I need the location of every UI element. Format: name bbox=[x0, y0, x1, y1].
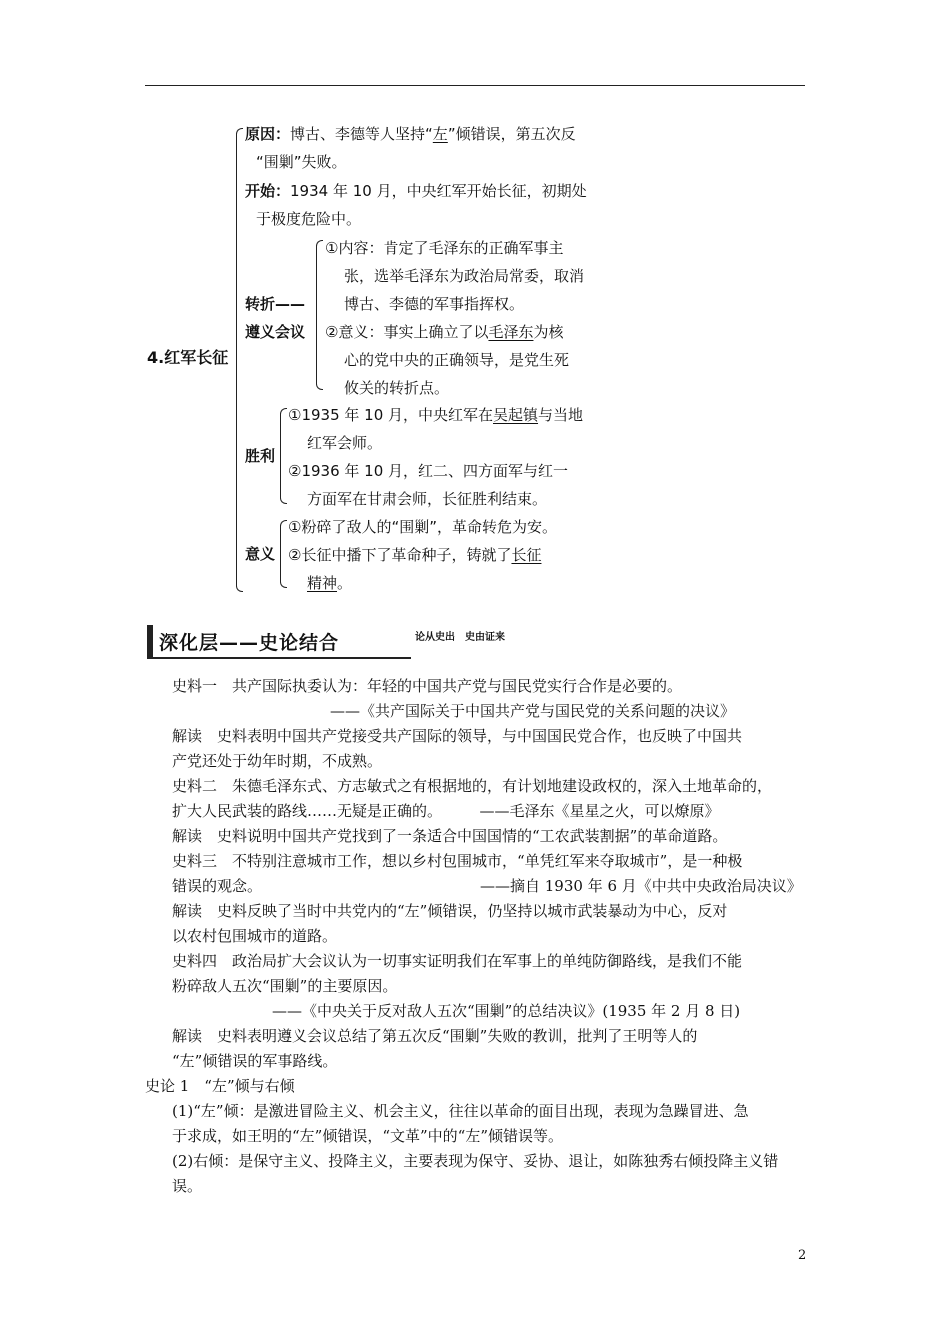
text-line: 粉碎敌人五次“围剿”的主要原因。 bbox=[172, 977, 398, 995]
text-line: 错误的观念。 bbox=[172, 877, 263, 895]
section-title: 深化层——史论结合 bbox=[159, 632, 340, 654]
kaishi-label: 开始： bbox=[245, 182, 291, 200]
mindmap-root-label: 4.红军长征 bbox=[147, 348, 229, 367]
yuanyin-label: 原因： bbox=[245, 125, 291, 143]
yiyi-underlined-2: 精神 bbox=[307, 574, 338, 592]
meaning-underlined: 毛泽东 bbox=[488, 323, 534, 341]
text-line: ——《共产国际关于中国共产党与国民党的关系问题的决议》 bbox=[330, 702, 736, 720]
text-line: 以农村包围城市的道路。 bbox=[172, 927, 338, 945]
shengli-text-a: ①1935 年 10 月，中央红军在 bbox=[288, 406, 494, 424]
section-title-box bbox=[147, 625, 411, 659]
yuanyin-underlined: 左 bbox=[432, 125, 448, 143]
kaishi-text: 1934 年 10 月，中央红军开始长征，初期处 bbox=[290, 182, 587, 200]
zhuanzhe-meaning-line2: 心的党中央的正确领导，是党生死 bbox=[344, 351, 570, 369]
shengli-label: 胜利 bbox=[245, 447, 276, 465]
main-bracket bbox=[236, 128, 243, 592]
zhuanzhe-label2: 遵义会议 bbox=[245, 323, 306, 341]
yuanyin-text-a: 博古、李德等人坚持“ bbox=[290, 125, 433, 143]
zhuanzhe-label1: 转折—— bbox=[245, 295, 306, 313]
text-line: 史料四 政治局扩大会议认为一切事实证明我们在军事上的单纯防御路线，是我们不能 bbox=[172, 952, 743, 970]
text-line: 解读 史料表明中国共产党接受共产国际的领导，与中国国民党合作，也反映了中国共 bbox=[172, 727, 743, 745]
shengli-text-c: 与当地 bbox=[538, 406, 584, 424]
shengli-item2-line2: 方面军在甘肃会师，长征胜利结束。 bbox=[307, 490, 548, 508]
shengli-item1-line1 bbox=[288, 401, 583, 429]
yiyi-item1: ①粉碎了敌人的“围剿”，革命转危为安。 bbox=[288, 518, 557, 536]
shengli-item2-line1: ②1936 年 10 月，红二、四方面军与红一 bbox=[288, 462, 569, 480]
zhuanzhe-content-line2: 张，选举毛泽东为政治局常委，取消 bbox=[344, 267, 585, 285]
yuanyin-text-c: ”倾错误，第五次反 bbox=[447, 125, 576, 143]
zhuanzhe-bracket bbox=[316, 240, 323, 390]
header-rule bbox=[145, 85, 805, 86]
yiyi-text-a: ②长征中播下了革命种子，铸就了 bbox=[288, 546, 512, 564]
text-line: ——《中央关于反对敌人五次“围剿”的总结决议》(1935 年 2 月 8 日) bbox=[272, 1002, 741, 1020]
text-line: 史论 1 “左”倾与右倾 bbox=[145, 1077, 295, 1095]
text-line: ——摘自 1930 年 6 月《中共中央政治局决议》 bbox=[480, 877, 802, 895]
text-line: “左”倾错误的军事路线。 bbox=[172, 1052, 338, 1070]
shengli-item1-line2: 红军会师。 bbox=[307, 434, 383, 452]
kaishi-line2: 于极度危险中。 bbox=[256, 210, 362, 228]
shengli-bracket bbox=[280, 408, 287, 504]
yiyi-item2-line1 bbox=[288, 541, 541, 569]
text-line: 解读 史料说明中国共产党找到了一条适合中国国情的“工农武装割据”的革命道路。 bbox=[172, 827, 728, 845]
meaning-text-c: 为核 bbox=[533, 323, 564, 341]
section-subtitle: 论从史出 史由证来 bbox=[415, 632, 505, 643]
text-line: 扩大人民武装的路线……无疑是正确的。 ——毛泽东《星星之火，可以燎原》 bbox=[172, 802, 720, 820]
text-line: 史料二 朱德毛泽东式、方志敏式之有根据地的，有计划地建设政权的，深入土地革命的， bbox=[172, 777, 773, 795]
zhuanzhe-content-line3: 博古、李德的军事指挥权。 bbox=[344, 295, 525, 313]
yuanyin-line2: “围剿”失败。 bbox=[256, 153, 347, 171]
kaishi-line1 bbox=[245, 177, 587, 205]
zhuanzhe-content-line1: ①内容：肯定了毛泽东的正确军事主 bbox=[325, 239, 564, 257]
text-line: (2)右倾：是保守主义、投降主义，主要表现为保守、妥协、退让，如陈独秀右倾投降主义错 bbox=[172, 1152, 779, 1170]
text-line: 于求成，如王明的“左”倾错误，“文革”中的“左”倾错误等。 bbox=[172, 1127, 564, 1145]
zhuanzhe-meaning-line3: 攸关的转折点。 bbox=[344, 379, 450, 397]
text-line: 解读 史料反映了当时中共党内的“左”倾错误，仍坚持以城市武装暴动为中心，反对 bbox=[172, 902, 728, 920]
yiyi-period: 。 bbox=[337, 574, 353, 592]
text-line: 产党还处于幼年时期，不成熟。 bbox=[172, 752, 383, 770]
text-line: 史料一 共产国际执委认为：年轻的中国共产党与国民党实行合作是必要的。 bbox=[172, 677, 683, 695]
yiyi-label: 意义 bbox=[245, 545, 276, 563]
shengli-underlined: 吴起镇 bbox=[493, 406, 539, 424]
page-number: 2 bbox=[798, 1248, 807, 1263]
zhuanzhe-meaning-line1 bbox=[325, 318, 563, 346]
yiyi-item2-line2 bbox=[307, 569, 352, 597]
text-line: (1)“左”倾：是激进冒险主义、机会主义，往往以革命的面目出现，表现为急躁冒进、急 bbox=[172, 1102, 749, 1120]
yuanyin-line1 bbox=[245, 120, 576, 148]
text-line: 误。 bbox=[172, 1177, 203, 1195]
yiyi-underlined: 长征 bbox=[511, 546, 542, 564]
text-line: 解读 史料表明遵义会议总结了第五次反“围剿”失败的教训，批判了王明等人的 bbox=[172, 1027, 698, 1045]
yiyi-bracket bbox=[280, 520, 287, 588]
meaning-text-a: ②意义：事实上确立了以 bbox=[325, 323, 489, 341]
text-line: 史料三 不特别注意城市工作，想以乡村包围城市，“单凭红军来夺取城市”，是一种极 bbox=[172, 852, 743, 870]
